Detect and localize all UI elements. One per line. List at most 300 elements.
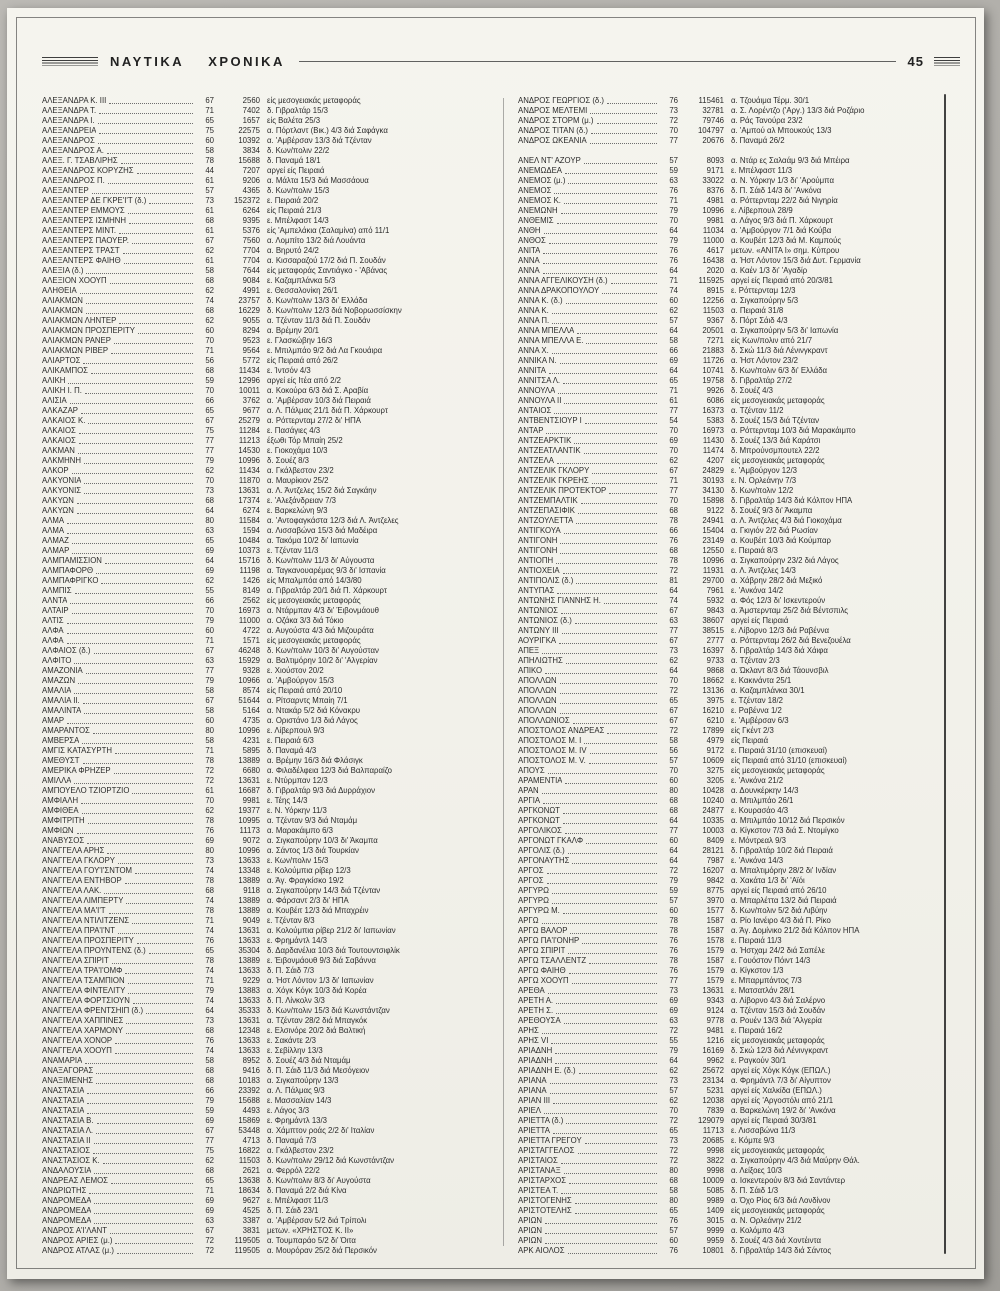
- ship-row: [518, 1096, 944, 1106]
- ship-name: ΑΝΤΖΟΥΛΕΤΤΑ: [518, 516, 574, 525]
- ship-name: ΑΡΓΟΝΩΤ ΓΚΑΛΦ: [518, 836, 584, 845]
- ship-year: 80: [205, 516, 214, 525]
- ship-status: αργεί είς Πειραιά: [731, 616, 789, 625]
- ship-status: ε. 'Ανκόνα 14/2: [731, 586, 784, 595]
- ship-row: [42, 716, 488, 726]
- ship-name: ΑΛΚΥΟΝΙΣ: [42, 486, 82, 495]
- ship-name: ΑΝΑΓΓΕΛΑ ΣΠΙΡΙΤ: [42, 956, 109, 965]
- ship-status: α. Οζάκα 3/3 διά Τόκιο: [267, 616, 344, 625]
- ship-row: [518, 1026, 944, 1036]
- ship-name: ΑΡΓΟΣ: [518, 866, 544, 875]
- ship-name: ΑΡΓΩ ΠΑ'Ι'ΟΝΗΡ: [518, 936, 580, 945]
- ship-name: ΑΛΕΞΙΑ (δ.): [42, 266, 84, 275]
- dot-leader: [77, 513, 193, 514]
- ship-tonnage: 13883: [238, 986, 260, 995]
- ship-name: ΑΝΑΞΙΜΕΝΗΣ: [42, 1076, 94, 1085]
- ship-row: [42, 1066, 488, 1076]
- ship-year: 71: [205, 746, 214, 755]
- dot-leader: [88, 423, 193, 424]
- dot-leader: [105, 563, 193, 564]
- ship-row: [518, 396, 944, 406]
- ship-tonnage: 4617: [706, 246, 724, 255]
- ship-tonnage: 20685: [702, 1136, 724, 1145]
- ship-status: ε. Έιβονμάουθ 9/3 διά Σαβάννα: [267, 956, 376, 965]
- ship-status: δ. Γιβραλτάρ 27/2: [731, 376, 792, 385]
- ship-name: ΑΝΤΩΝΗΣ ΓΙΑΝΝΗΣ Η.: [518, 596, 601, 605]
- ship-row: [42, 1036, 488, 1046]
- dot-leader: [128, 993, 193, 994]
- ship-row: [42, 736, 488, 746]
- ship-name: ΑΝΤΙΠΟΛΙΣ (δ.): [518, 576, 574, 585]
- ship-status: δ. Π. Σάιδ 1/3: [731, 1186, 779, 1195]
- ship-tonnage: 79746: [702, 116, 724, 125]
- ship-tonnage: 46248: [238, 646, 260, 655]
- ship-name: ΑΛΕΞΑΝΤΕΡΣ ΙΣΜΗΝΗ: [42, 216, 127, 225]
- ship-year: 73: [205, 196, 214, 205]
- ship-tonnage: 9627: [242, 1196, 260, 1205]
- ship-name: ΑΝΑΓΓΕΛΑ ΧΟΝΟΡ: [42, 1036, 113, 1045]
- dot-leader: [586, 343, 657, 344]
- ship-status: αργεί είς Πειραιά από 26/10: [731, 886, 827, 895]
- ship-name: ΑΠΟΣΤΟΛΟΣ Μ. V.: [518, 756, 586, 765]
- ship-year: 67: [669, 466, 678, 475]
- ship-status: α. Λείξοες 10/3: [731, 1166, 783, 1175]
- dot-leader: [555, 1063, 657, 1064]
- ship-name: ΑΝΑΓΓΕΛΑ ΓΟΥ'Ι'ΣΝΤΟΜ: [42, 866, 133, 875]
- ship-tonnage: 5164: [242, 706, 260, 715]
- ship-status: α. Χάβρην 28/2 διά Μεξικό: [731, 576, 823, 585]
- ship-status: α. Λομπίτο 13/2 διά Λουάντα: [267, 236, 366, 245]
- dot-leader: [554, 193, 657, 194]
- ship-year: 63: [205, 656, 214, 665]
- dot-leader: [108, 183, 193, 184]
- ship-row: [42, 346, 488, 356]
- ship-name: ΑΡΙΕΤΤΑ (δ.): [518, 1116, 564, 1125]
- ship-name: ΑΛΙΑΚΜΩΝ ΡΙΒΕΡ: [42, 346, 109, 355]
- ship-status: α. Όχο Ρίος 6/3 διά Λονδίνον: [731, 1196, 831, 1205]
- ship-tonnage: 8149: [242, 586, 260, 595]
- ship-status: είς μεσογειακάς μεταφοράς: [731, 456, 825, 465]
- ship-name: ΑΝΝΙΤΣΑ Λ.: [518, 376, 561, 385]
- ship-status: α. Φρημάντλ 7/3 δι' Αίγυπτον: [731, 1076, 831, 1085]
- ship-name: ΑΛΜΑ: [42, 526, 65, 535]
- ship-status: α. Τζένταν 11/2: [731, 406, 784, 415]
- ship-year: 78: [205, 816, 214, 825]
- ship-year: 77: [205, 666, 214, 675]
- ship-name: ΑΡΙΣΤΑΡΧΟΣ: [518, 1176, 567, 1185]
- ship-row: [42, 796, 488, 806]
- ship-status: είς μεσογειακάς μεταφοράς: [267, 596, 361, 605]
- ship-name: ΑΛΙΑΚΜΩΝ ΛΗΝΤΕΡ: [42, 316, 117, 325]
- ship-row: [518, 736, 944, 746]
- ship-status: δ. Κων/πολιν 11/3 δι' Αύγουστα: [267, 556, 375, 565]
- ship-year: 68: [205, 1076, 214, 1085]
- ship-year: 68: [669, 546, 678, 555]
- ship-year: 76: [669, 536, 678, 545]
- ship-row: [42, 1096, 488, 1106]
- ship-status: ε. Τζένταν 18/2: [731, 696, 783, 705]
- ship-row: [42, 1006, 488, 1016]
- ship-status: α. Λ. Άντζελες 14/3: [731, 566, 796, 575]
- ship-status: ε. Λίβερπουλ 9/3: [267, 726, 325, 735]
- ship-year: 65: [205, 946, 214, 955]
- ship-row: [518, 686, 944, 696]
- ship-column-left: [42, 96, 488, 1256]
- ship-tonnage: 9395: [242, 216, 260, 225]
- ship-status: α. Μουρόραν 25/2 διά Περσικόν: [267, 1246, 377, 1255]
- ship-row: [518, 1246, 944, 1256]
- ship-name: ΑΝΔΡΟΜΕΔΑ: [42, 1206, 92, 1215]
- ship-status: ε. Ν. Υόρκην 11/3: [267, 806, 327, 815]
- ship-row: [518, 166, 944, 176]
- ship-tonnage: 11000: [702, 236, 724, 245]
- ship-tonnage: 20501: [702, 326, 724, 335]
- dot-leader: [591, 133, 657, 134]
- ship-year: 62: [205, 806, 214, 815]
- ship-status: α. 'Αμβούργον 7/1 διά Κούβα: [731, 226, 832, 235]
- ship-row: [42, 386, 488, 396]
- ship-name: ΑΡΙΑΔΝΗ: [518, 1056, 553, 1065]
- dot-leader: [572, 983, 657, 984]
- ship-name: ΑΛΕΞΑΝΔΡΕΙΑ: [42, 126, 97, 135]
- ship-name: ΑΝΝΑ ΜΠΕΛΛΑ: [518, 326, 575, 335]
- ship-tonnage: 6210: [706, 716, 724, 725]
- ship-year: 70: [669, 766, 678, 775]
- dot-leader: [115, 753, 193, 754]
- ship-status: ε. Θεσσαλονίκη 26/1: [267, 286, 338, 295]
- ship-year: 72: [669, 1156, 678, 1165]
- ship-tonnage: 23392: [238, 1086, 260, 1095]
- ship-tonnage: 4979: [706, 736, 724, 745]
- ship-status: δ. Γιβραλτάρ 15/3: [267, 106, 328, 115]
- ship-status: α. Μπιλμπάο 10/12 διά Περσικόν: [731, 816, 845, 825]
- ship-year: 79: [205, 676, 214, 685]
- ship-year: 79: [669, 1046, 678, 1055]
- ship-year: 65: [669, 376, 678, 385]
- ship-row: [518, 1066, 944, 1076]
- ship-row: [42, 746, 488, 756]
- ship-status: αργεί είς Ιτέα από 2/2: [267, 376, 341, 385]
- ship-row: [518, 1156, 944, 1166]
- ship-status: ε. Λισσαβώνα 11/3: [731, 1126, 796, 1135]
- ship-status: α. Χόγκ Κόγκ 10/3 διά Κορέα: [267, 986, 367, 995]
- ship-year: 76: [669, 946, 678, 955]
- ship-row: [42, 496, 488, 506]
- ship-year: 62: [205, 466, 214, 475]
- dot-leader: [89, 1193, 193, 1194]
- ship-tonnage: 104797: [697, 126, 724, 135]
- ship-tonnage: 4981: [706, 196, 724, 205]
- ship-year: 74: [205, 866, 214, 875]
- ship-tonnage: 13889: [238, 756, 260, 765]
- ship-name: ΑΡΓΩ: [518, 916, 539, 925]
- dot-leader: [98, 143, 193, 144]
- dot-leader: [544, 1113, 657, 1114]
- ship-status: δ. Π. Σάιδ 14/3 δι' 'Ανκόνα: [731, 186, 822, 195]
- ship-tonnage: 1577: [706, 906, 724, 915]
- ship-tonnage: 4735: [242, 716, 260, 725]
- ship-year: 78: [205, 876, 214, 885]
- ship-tonnage: 33022: [702, 176, 724, 185]
- ship-name: ΑΡΙΑΔΝΗ: [518, 1046, 553, 1055]
- ship-status: δ. Κων/πολιν 29/12 διά Κωνστάντζαν: [267, 1156, 395, 1165]
- ship-year: 72: [205, 1236, 214, 1245]
- ship-tonnage: 11931: [702, 566, 724, 575]
- ship-name: ΑΛΚΑΙΟΣ Κ.: [42, 416, 86, 425]
- ship-tonnage: 10996: [238, 726, 260, 735]
- ship-tonnage: 9926: [706, 386, 724, 395]
- dot-leader: [91, 373, 193, 374]
- ship-name: ΑΜΕΘΥΣΤ: [42, 756, 80, 765]
- ship-row: [42, 1196, 488, 1206]
- ship-name: ΑΠΗΛΙΩΤΗΣ: [518, 656, 563, 665]
- ship-year: 60: [669, 776, 678, 785]
- ship-status: α. Τζουάιμα Τέρμ. 30/1: [731, 96, 810, 105]
- ship-tonnage: 16169: [702, 1046, 724, 1055]
- dot-leader: [114, 343, 193, 344]
- ship-tonnage: 25279: [238, 416, 260, 425]
- ship-status: είς μεσογειακάς μεταφοράς: [267, 96, 361, 105]
- ship-year: 73: [205, 486, 214, 495]
- ship-year: 74: [669, 596, 678, 605]
- ship-name: ΑΡΓΩ ΒΑΛΟΡ: [518, 926, 568, 935]
- ship-year: 67: [205, 96, 214, 105]
- ship-status: ε. Τέης 14/3: [267, 796, 308, 805]
- ship-tonnage: 1587: [706, 926, 724, 935]
- ship-status: ε. Τζένταν 8/3: [267, 916, 315, 925]
- ship-status: α. Λ. Πάλμας 9/3: [267, 1086, 325, 1095]
- ship-name: ΑΡΓΥΡΩ: [518, 886, 549, 895]
- ship-row: [518, 96, 944, 106]
- column-divider: [488, 96, 518, 1256]
- ship-status: α. Μπαρλέττα 13/2 διά Πειραιά: [731, 896, 837, 905]
- ship-tonnage: 17374: [238, 496, 260, 505]
- dot-leader: [119, 323, 193, 324]
- dot-leader: [543, 253, 657, 254]
- ship-status: α. Βαρκελώνη 19/2 δι' 'Ανκόνα: [731, 1106, 836, 1115]
- ship-year: 70: [205, 386, 214, 395]
- ship-tonnage: 3834: [242, 146, 260, 155]
- ship-row: [518, 906, 944, 916]
- ship-row: [42, 856, 488, 866]
- dot-leader: [555, 1053, 657, 1054]
- ship-tonnage: 6274: [242, 506, 260, 515]
- ship-year: 69: [205, 1196, 214, 1205]
- ship-row: [42, 826, 488, 836]
- ship-status: α. Βρέμην 20/1: [267, 326, 320, 335]
- ship-tonnage: 4525: [242, 1206, 260, 1215]
- ship-name: ΑΡΙΕΤΤΑ ΓΡΕΓΟΥ: [518, 1136, 582, 1145]
- dot-leader: [109, 103, 193, 104]
- dot-leader: [578, 1153, 658, 1154]
- ship-name: ΑΜΦΙΘΕΑ: [42, 806, 79, 815]
- ship-year: 75: [205, 126, 214, 135]
- ship-status: α. Κισσαραζού 17/2 διά Π. Σουδάν: [267, 256, 386, 265]
- ship-status: είς Πειραιά από 31/10 (επισκευαί): [731, 756, 847, 765]
- ship-status: α. Καζαμπλάνκα 30/1: [731, 686, 805, 695]
- ship-year: 60: [205, 626, 214, 635]
- ship-year: 73: [205, 1016, 214, 1025]
- dot-leader: [83, 703, 193, 704]
- ship-row: [42, 216, 488, 226]
- ship-status: α. Οριστάνο 1/3 διά Λάγος: [267, 716, 358, 725]
- ship-row: [42, 1136, 488, 1146]
- ship-tonnage: 14530: [238, 446, 260, 455]
- ship-status: είς Μπαλμπόα από 14/3/80: [267, 576, 362, 585]
- ship-row: [42, 926, 488, 936]
- dot-leader: [590, 113, 657, 114]
- ship-status: δ. Σουέζ 4/3 διά Χοντέιντα: [731, 1236, 822, 1245]
- ship-name: ΑΝΤΖΕΑΡΚΤΙΚ: [518, 436, 572, 445]
- ship-year: 62: [669, 456, 678, 465]
- ship-tonnage: 7704: [242, 246, 260, 255]
- header-rule-right: [934, 57, 960, 66]
- ship-name: ΑΛΕΞΙΟΝ ΧΟΟΥΠ: [42, 276, 107, 285]
- ship-name: ΑΜΑΛΙΑ ΙΙ.: [42, 696, 80, 705]
- ship-tonnage: 9367: [706, 316, 724, 325]
- ship-row: [518, 1076, 944, 1086]
- dot-leader: [74, 663, 193, 664]
- ship-year: 59: [205, 376, 214, 385]
- ship-status: δ. Παναμά 26/2: [731, 136, 785, 145]
- ship-year: 79: [205, 986, 214, 995]
- ship-name: ΑΝΤΩΝΥ ΙΙΙ: [518, 626, 559, 635]
- ship-year: 63: [205, 526, 214, 535]
- ship-row: [518, 726, 944, 736]
- ship-row: [42, 476, 488, 486]
- dot-leader: [556, 1013, 657, 1014]
- ship-tonnage: 13633: [238, 1046, 260, 1055]
- ship-status: είς μεσογειακάς μεταφοράς: [731, 1036, 825, 1045]
- ship-status: ε. Σακάντε 2/3: [267, 1036, 316, 1045]
- ship-row: [42, 1186, 488, 1196]
- ship-status: δ. Π. Σάιδ 7/3: [267, 966, 315, 975]
- ship-name: ΑΝΔΡΟΜΕΔΑ: [42, 1196, 92, 1205]
- ship-status: α. Άγ. Δομίνικο 21/2 διά Κόλπον ΗΠΑ: [731, 926, 860, 935]
- ship-row: [42, 726, 488, 736]
- ship-name: ΑΝΑΒΥΣΟΣ: [42, 836, 85, 845]
- ship-year: 61: [669, 396, 678, 405]
- ship-year: 63: [669, 616, 678, 625]
- dot-leader: [552, 903, 657, 904]
- ship-tonnage: 16373: [702, 406, 724, 415]
- ship-status: α. Δουνκέρκην 14/3: [731, 786, 799, 795]
- ship-status: α. Τακόμα 10/2 δι' Ιαπωνία: [267, 536, 359, 545]
- ship-tonnage: 29700: [702, 576, 724, 585]
- dot-leader: [549, 243, 657, 244]
- ship-name: ΑΝΤΙΟΠΗ: [518, 556, 554, 565]
- ship-status: είς μεσογειακάς μεταφοράς: [731, 396, 825, 405]
- dot-leader: [550, 1093, 657, 1094]
- ship-row: [518, 496, 944, 506]
- ship-tonnage: 32781: [702, 106, 724, 115]
- ship-year: 78: [669, 926, 678, 935]
- ship-tonnage: 1594: [242, 526, 260, 535]
- ship-name: ΑΜΦΙΑΛΗ: [42, 796, 79, 805]
- ship-row: [42, 356, 488, 366]
- ship-status: α. Σιγκαπούρην 5/3 δι' Ιαπωνία: [731, 326, 839, 335]
- ship-tonnage: 13633: [238, 936, 260, 945]
- ship-year: 71: [669, 476, 678, 485]
- ship-year: 77: [669, 976, 678, 985]
- ship-tonnage: 1409: [706, 1206, 724, 1215]
- ship-name: ΑΝΔΡΟΣ ΤΙΤΑΝ (δ.): [518, 126, 588, 135]
- ship-name: ΑΡΚ ΑΙΟΛΟΣ: [518, 1246, 565, 1255]
- ship-status: ε. 'Ανκόνα 21/2: [731, 776, 784, 785]
- ship-year: 77: [205, 1136, 214, 1145]
- ship-row: [518, 816, 944, 826]
- ship-tonnage: 3831: [242, 1226, 260, 1235]
- ship-row: [42, 966, 488, 976]
- ship-row: [518, 586, 944, 596]
- ship-tonnage: 9733: [706, 656, 724, 665]
- ship-row: [42, 636, 488, 646]
- ship-year: 66: [669, 346, 678, 355]
- ship-tonnage: 13638: [238, 1176, 260, 1185]
- dot-leader: [96, 1083, 193, 1084]
- ship-year: 78: [205, 906, 214, 915]
- ship-row: [42, 1076, 488, 1086]
- ship-status: ε. Φρημάντλ 14/3: [267, 936, 328, 945]
- ship-row: [518, 1196, 944, 1206]
- dot-leader: [94, 1143, 194, 1144]
- ship-name: ΑΡΙΣΤΕΑ Τ.: [518, 1186, 559, 1195]
- ship-year: 77: [669, 486, 678, 495]
- ship-name: ΑΛΜΠΑΜΙΣΣΙΟΝ: [42, 556, 102, 565]
- ship-row: [42, 846, 488, 856]
- ship-row: [518, 646, 944, 656]
- dot-leader: [85, 393, 193, 394]
- ship-status: ε. Πειραιά 20/2: [267, 196, 319, 205]
- ship-name: ΑΝΔΡΟΣ ΜΕΛΤΕΜΙ: [518, 106, 588, 115]
- ship-name: ΑΝΤΙΓΟΝΗ: [518, 536, 558, 545]
- ship-tonnage: 5085: [706, 1186, 724, 1195]
- newspaper-page: [7, 8, 984, 1279]
- ship-year: 65: [669, 696, 678, 705]
- dot-leader: [575, 623, 657, 624]
- ship-tonnage: 7402: [242, 106, 260, 115]
- ship-tonnage: 3975: [706, 696, 724, 705]
- ship-year: 64: [669, 816, 678, 825]
- ship-year: 78: [205, 956, 214, 965]
- ship-row: [42, 1056, 488, 1066]
- ship-tonnage: 9343: [706, 996, 724, 1005]
- dot-leader: [545, 1243, 657, 1244]
- ship-year: 56: [205, 356, 214, 365]
- dot-leader: [552, 893, 657, 894]
- ship-year: 67: [205, 236, 214, 245]
- ship-name: ΑΝΝΙΤΑ: [518, 366, 547, 375]
- dot-leader: [118, 933, 193, 934]
- dot-leader: [93, 733, 193, 734]
- ship-name: ΑΠΕΞ: [518, 646, 540, 655]
- ship-tonnage: 13889: [238, 896, 260, 905]
- ship-tonnage: 10009: [702, 1176, 724, 1185]
- ship-name: ΑΠΟΛΛΩΝ: [518, 676, 557, 685]
- dot-leader: [67, 523, 193, 524]
- dot-leader: [576, 523, 657, 524]
- ship-year: 79: [669, 236, 678, 245]
- ship-status: ε. Φρημάντλ 13/3: [267, 1116, 328, 1125]
- ship-year: 62: [669, 656, 678, 665]
- dot-leader: [78, 453, 193, 454]
- dot-leader: [67, 723, 193, 724]
- ship-status: ε. Λίβορνο 12/3 διά Ραβέννα: [731, 626, 830, 635]
- ship-row: [518, 1126, 944, 1136]
- ship-year: 78: [205, 756, 214, 765]
- ship-tonnage: 15688: [238, 156, 260, 165]
- ship-year: 60: [669, 296, 678, 305]
